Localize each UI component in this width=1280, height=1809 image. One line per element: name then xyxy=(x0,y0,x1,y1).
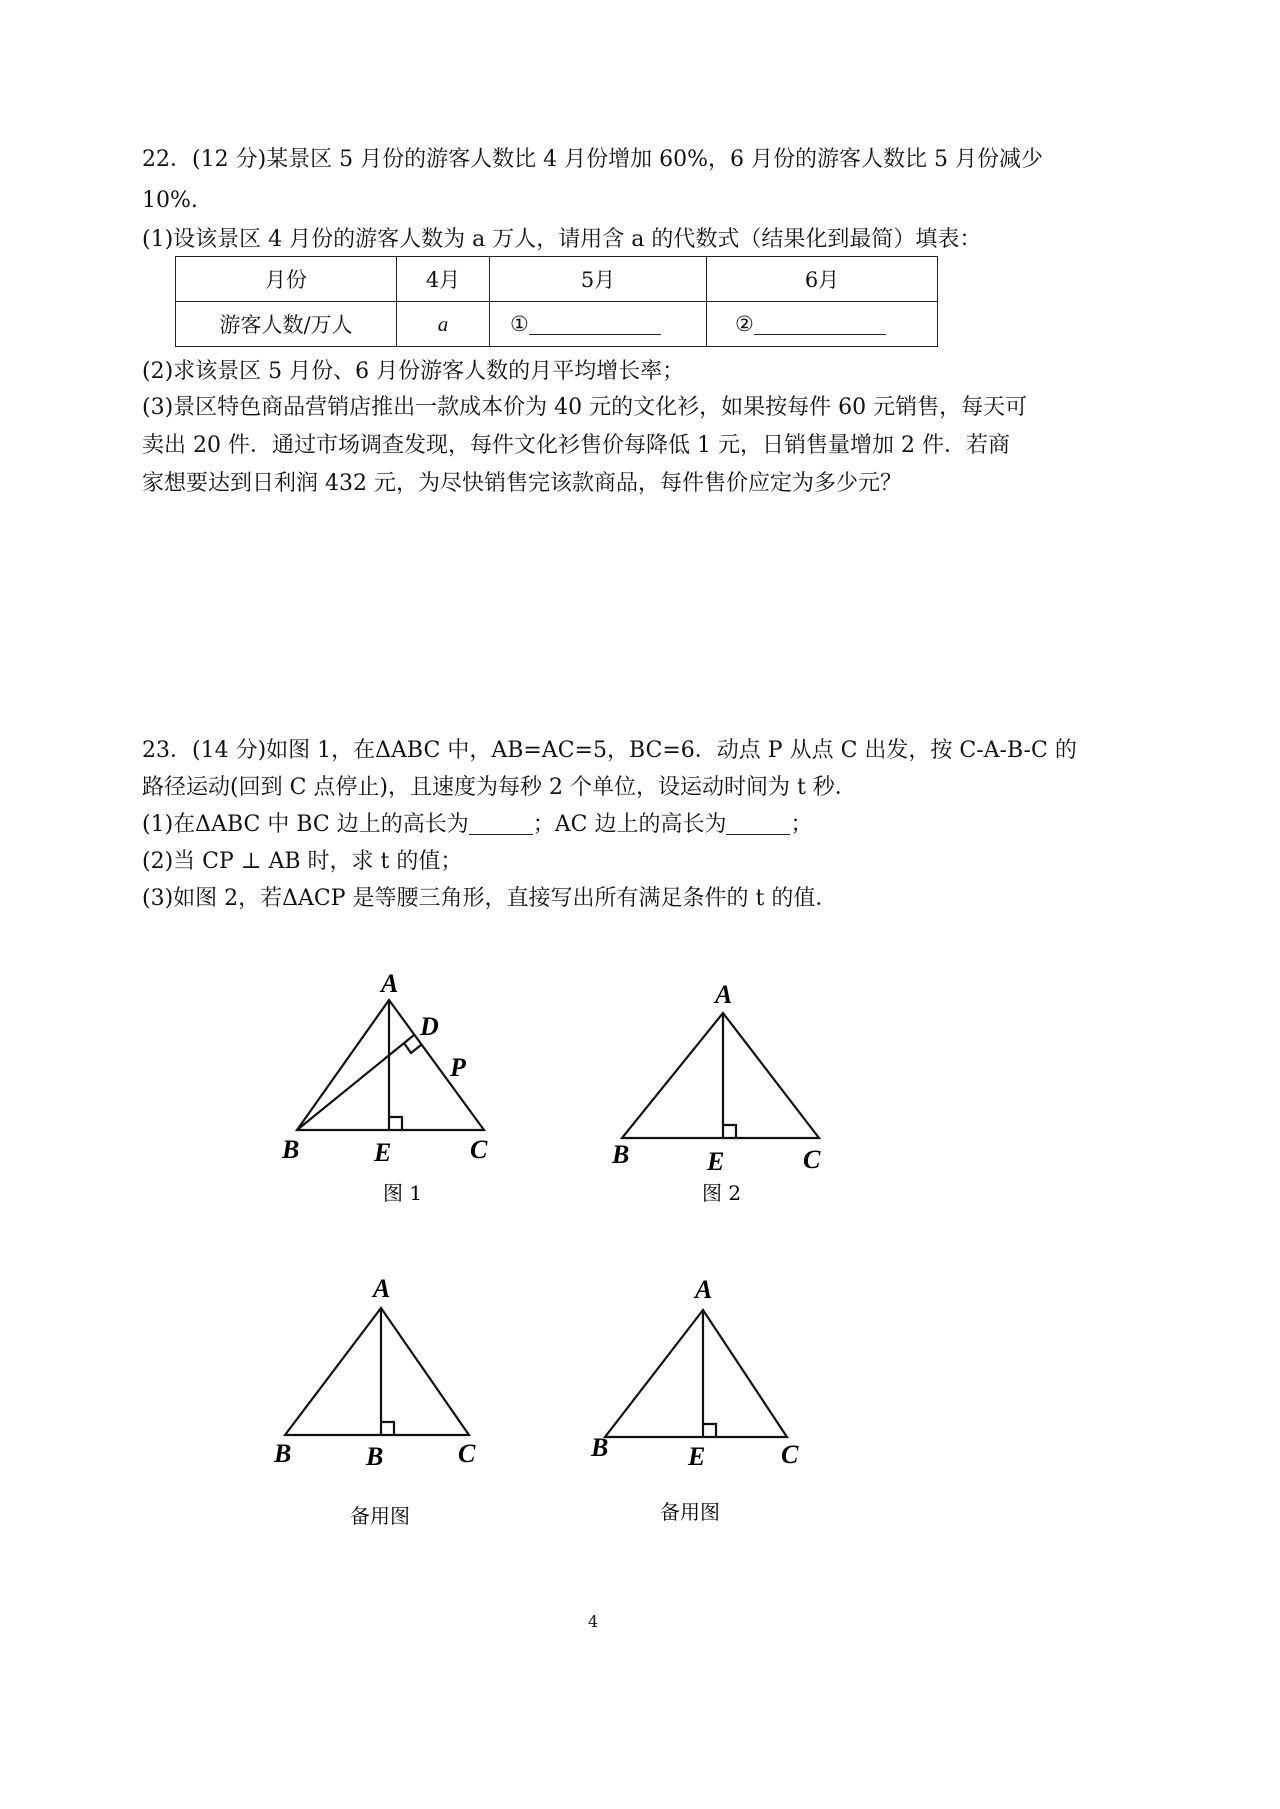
table-cell: 5月 xyxy=(490,257,707,302)
q22-part2: (2)求该景区 5 月份、6 月份游客人数的月平均增长率； xyxy=(142,359,685,384)
q23-heading: 23．(14 分)如图 1，在ΔABC 中，AB=AC=5，BC=6．动点 P 从点 C 出发，按 C-A-B-C 的 xyxy=(142,738,1077,763)
label-b: B xyxy=(274,1439,292,1468)
q22-part3-line2: 卖出 20 件．通过市场调查发现，每件文化衫售价每降低 1 元，日销售量增加 2 件．若商 xyxy=(142,433,1010,458)
table-cell: 月份 xyxy=(176,257,397,302)
q23-heading-cont: 路径运动(回到 C 点停止)，且速度为每秒 2 个单位，设运动时间为 t 秒． xyxy=(142,775,857,800)
q22-heading-cont: 10%. xyxy=(142,188,198,213)
table-cell: 游客人数/万人 xyxy=(176,302,397,347)
right-angle-mark xyxy=(381,1422,394,1435)
circle-one-marker: ① xyxy=(510,312,529,336)
right-angle-mark xyxy=(723,1125,736,1138)
label-e: B xyxy=(366,1442,384,1471)
q23-part1-text-a: (1)在ΔABC 中 BC 边上的高长为 xyxy=(142,812,469,837)
label-a: A xyxy=(381,969,399,998)
figure-1-caption: 图 1 xyxy=(383,1181,423,1205)
label-d: D xyxy=(420,1012,439,1041)
triangle-abc xyxy=(622,1013,819,1138)
label-c: C xyxy=(803,1145,821,1174)
triangle-abc xyxy=(605,1310,787,1437)
label-b: B xyxy=(282,1135,300,1164)
figure-2-caption: 图 2 xyxy=(702,1181,742,1205)
q23-part2: (2)当 CP ⊥ AB 时，求 t 的值； xyxy=(142,849,463,874)
figure-spare-1 xyxy=(285,1308,469,1435)
q22-heading: 22．(12 分)某景区 5 月份的游客人数比 4 月份增加 60%，6 月份的游客人数比 5 月份减少 xyxy=(142,147,1043,172)
q23-part1-text-b: ；AC 边上的高长为 xyxy=(532,812,727,837)
q23-part3: (3)如图 2，若ΔACP 是等腰三角形，直接写出所有满足条件的 t 的值． xyxy=(142,886,838,911)
label-e: E xyxy=(688,1442,706,1471)
figure-2 xyxy=(622,1013,819,1138)
right-angle-mark xyxy=(703,1424,716,1437)
label-c: C xyxy=(470,1135,488,1164)
altitude-bd xyxy=(297,1035,414,1130)
label-a: A xyxy=(715,980,733,1009)
circle-two-marker: ② xyxy=(735,312,754,336)
label-c: C xyxy=(458,1439,476,1468)
label-a: A xyxy=(373,1274,391,1303)
q22-part1: (1)设该景区 4 月份的游客人数为 a 万人，请用含 a 的代数式（结果化到最简）填表： xyxy=(142,227,982,252)
spare-figure-caption: 备用图 xyxy=(350,1504,410,1528)
label-e: E xyxy=(374,1138,392,1167)
label-p: P xyxy=(450,1053,466,1082)
label-c: C xyxy=(781,1440,799,1469)
spare-figure-caption: 备用图 xyxy=(660,1500,720,1524)
q23-part1-text-c: ； xyxy=(790,812,813,837)
label-e: E xyxy=(707,1147,725,1176)
label-b: B xyxy=(591,1433,609,1462)
label-b: B xyxy=(612,1140,630,1169)
q22-part3-line1: (3)景区特色商品营销店推出一款成本价为 40 元的文化衫，如果按每件 60 元销售，每天可 xyxy=(142,395,1028,420)
right-angle-mark xyxy=(389,1117,402,1130)
table-cell: 6月 xyxy=(707,257,938,302)
q22-part3-line3: 家想要达到日利润 432 元，为尽快销售完该款商品，每件售价应定为多少元？ xyxy=(142,471,902,496)
page-number: 4 xyxy=(588,1612,599,1631)
table-cell: a xyxy=(397,302,490,347)
label-a: A xyxy=(695,1275,713,1304)
figure-spare-2 xyxy=(605,1310,787,1437)
right-angle-mark xyxy=(404,1043,421,1053)
table-cell: 4月 xyxy=(397,257,490,302)
triangle-abc xyxy=(285,1308,469,1435)
